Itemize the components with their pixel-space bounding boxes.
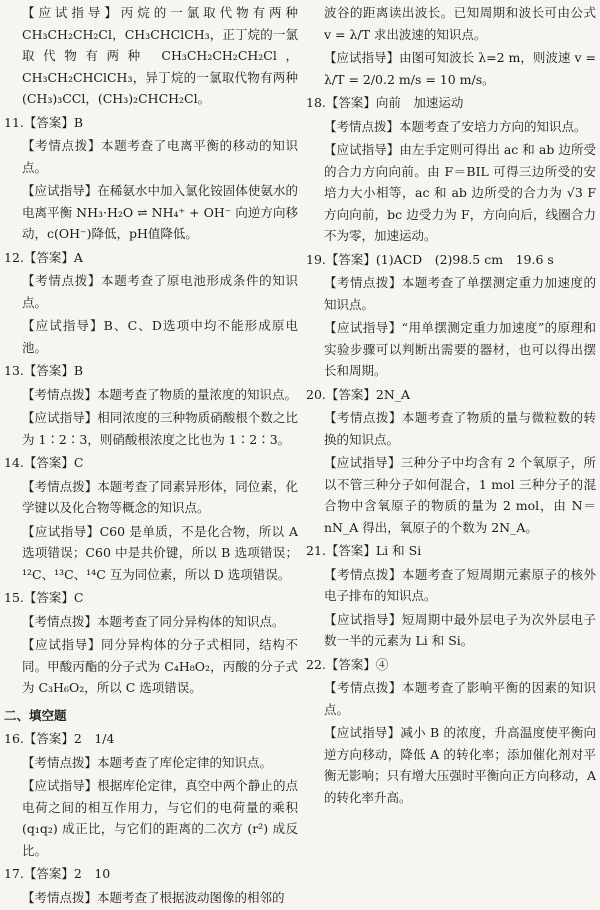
explanation-paragraph: 【应试指导】丙烷的一氯取代物有两种 CH₃CH₂CH₂Cl，CH₃CHClCH₃，正丁烷的一氯取代物有两种 CH₃CH₂CH₂CH₂Cl，CH₃CH₂CHClCH₃，异丁烷的一氯取代物有两种 (CH₃)₃CCl，(CH₃)₂CHCH₂Cl。 xyxy=(22,5,298,106)
explanation-paragraph: 【考情点拨】本题考查了根据波动图像的相邻的 xyxy=(22,889,285,905)
explanation-paragraph: 【应试指导】同分异构体的分子式相同，结构不同。甲酸丙酯的分子式为 C₄H₈O₂，丙酸的分子式为 C₃H₆O₂，所以 C 选项错误。 xyxy=(22,637,298,695)
answer-line: 13.【答案】B xyxy=(4,363,84,378)
explanation-paragraph: 【应试指导】由图可知波长 λ=2 m，则波速 v = λ/T = 2/0.2 m/s = 10 m/s。 xyxy=(324,50,596,87)
explanation-paragraph: 【应试指导】B、C、D选项中均不能形成原电池。 xyxy=(22,318,298,355)
explanation-paragraph: 【考情点拨】本题考查了影响平衡的因素的知识点。 xyxy=(324,680,596,717)
explanation-paragraph: 【应试指导】三种分子中均含有 2 个氧原子，所以不管三种分子如何混合，1 mol 三种分子的混合物中含氧原子的物质的量为 2 mol，由 N＝nN_A 得出，氧原子的个数为 2N_A。 xyxy=(324,455,596,535)
explanation-paragraph: 【应试指导】短周期中最外层电子为次外层电子数一半的元素为 Li 和 Si。 xyxy=(324,611,596,648)
answer-line: 17.【答案】2 10 xyxy=(4,866,111,881)
explanation-paragraph: 【考情点拨】本题考查了物质的量与微粒数的转换的知识点。 xyxy=(324,410,596,447)
explanation-paragraph: 【考情点拨】本题考查了电离平衡的移动的知识点。 xyxy=(22,138,298,175)
answer-line: 15.【答案】C xyxy=(4,590,84,605)
answer-line: 21.【答案】Li 和 Si xyxy=(306,543,422,558)
explanation-paragraph: 【考情点拨】本题考查了同分异构体的知识点。 xyxy=(22,613,285,629)
answer-line: 12.【答案】A xyxy=(4,249,83,265)
explanation-paragraph: 【考情点拨】本题考查了单摆测定重力加速度的知识点。 xyxy=(324,275,596,312)
answer-line: 14.【答案】C xyxy=(4,455,84,470)
explanation-paragraph: 【应试指导】减小 B 的浓度，升高温度使平衡向逆方向移动，降低 A 的转化率；添加催化剂对平衡无影响；只有增大压强时平衡向正方向移动，A 的转化率升高。 xyxy=(324,725,596,805)
explanation-paragraph: 【应试指导】“用单摆测定重力加速度”的原理和实验步骤可以判断出需要的器材，也可以得出摆长和周期。 xyxy=(324,320,596,378)
explanation-paragraph: 波谷的距离读出波长。已知周期和波长可由公式 v = λ/T 求出波速的知识点。 xyxy=(324,5,596,42)
answer-line: 22.【答案】④ xyxy=(306,656,389,672)
right-column xyxy=(306,2,596,810)
answer-line: 16.【答案】2 1/4 xyxy=(4,731,115,746)
explanation-paragraph: 【考情点拨】本题考查了物质的量浓度的知识点。 xyxy=(22,386,298,402)
explanation-paragraph: 【应试指导】C60 是单质，不是化合物，所以 A 选项错误；C60 中是共价键，所以 B 选项错误；¹²C、¹³C、¹⁴C 互为同位素，所以 D 选项错误。 xyxy=(22,523,298,582)
answer-line: 19.【答案】(1)ACD (2)98.5 cm 19.6 s xyxy=(306,251,554,267)
explanation-paragraph: 【考情点拨】本题考查了同素异形体，同位素，化学键以及化合物等概念的知识点。 xyxy=(22,478,298,515)
answer-line: 11.【答案】B xyxy=(4,114,84,130)
explanation-paragraph: 【应试指导】由左手定则可得出 ac 和 ab 边所受的合力方向向前。由 F＝BIL 可得三边所受的安培力大小相等，ac 和 ab 边所受的合力为 √3 F 方向向前，bc 边受力为 F，方向向后，线圈合力不为零，加速运动。 xyxy=(324,142,596,243)
section-heading: 二、填空题 xyxy=(4,707,67,723)
answer-line: 20.【答案】2N_A xyxy=(306,386,411,402)
explanation-paragraph: 【考情点拨】本题考查了库伦定律的知识点。 xyxy=(22,754,273,770)
explanation-paragraph: 【应试指导】相同浓度的三种物质硝酸根个数之比为 1∶2∶3，则硝酸根浓度之比也为 1∶2∶3。 xyxy=(22,410,298,447)
explanation-paragraph: 【考情点拨】本题考查了安培力方向的知识点。 xyxy=(324,118,587,134)
explanation-paragraph: 【应试指导】在稀氨水中加入氯化铵固体使氨水的电离平衡 NH₃·H₂O ⇌ NH₄⁺ + OH⁻ 向逆方向移动，c(OH⁻)降低，pH值降低。 xyxy=(22,183,298,241)
left-column xyxy=(4,2,298,910)
answer-line: 18.【答案】向前 加速运动 xyxy=(306,95,464,110)
explanation-paragraph: 【考情点拨】本题考查了原电池形成条件的知识点。 xyxy=(22,273,298,310)
explanation-paragraph: 【考情点拨】本题考查了短周期元素原子的核外电子排布的知识点。 xyxy=(324,566,596,603)
explanation-paragraph: 【应试指导】根据库伦定律，真空中两个静止的点电荷之间的相互作用力，与它们的电荷量的乘积 (q₁q₂) 成正比，与它们的距离的二次方 (r²) 成反比。 xyxy=(22,778,298,858)
